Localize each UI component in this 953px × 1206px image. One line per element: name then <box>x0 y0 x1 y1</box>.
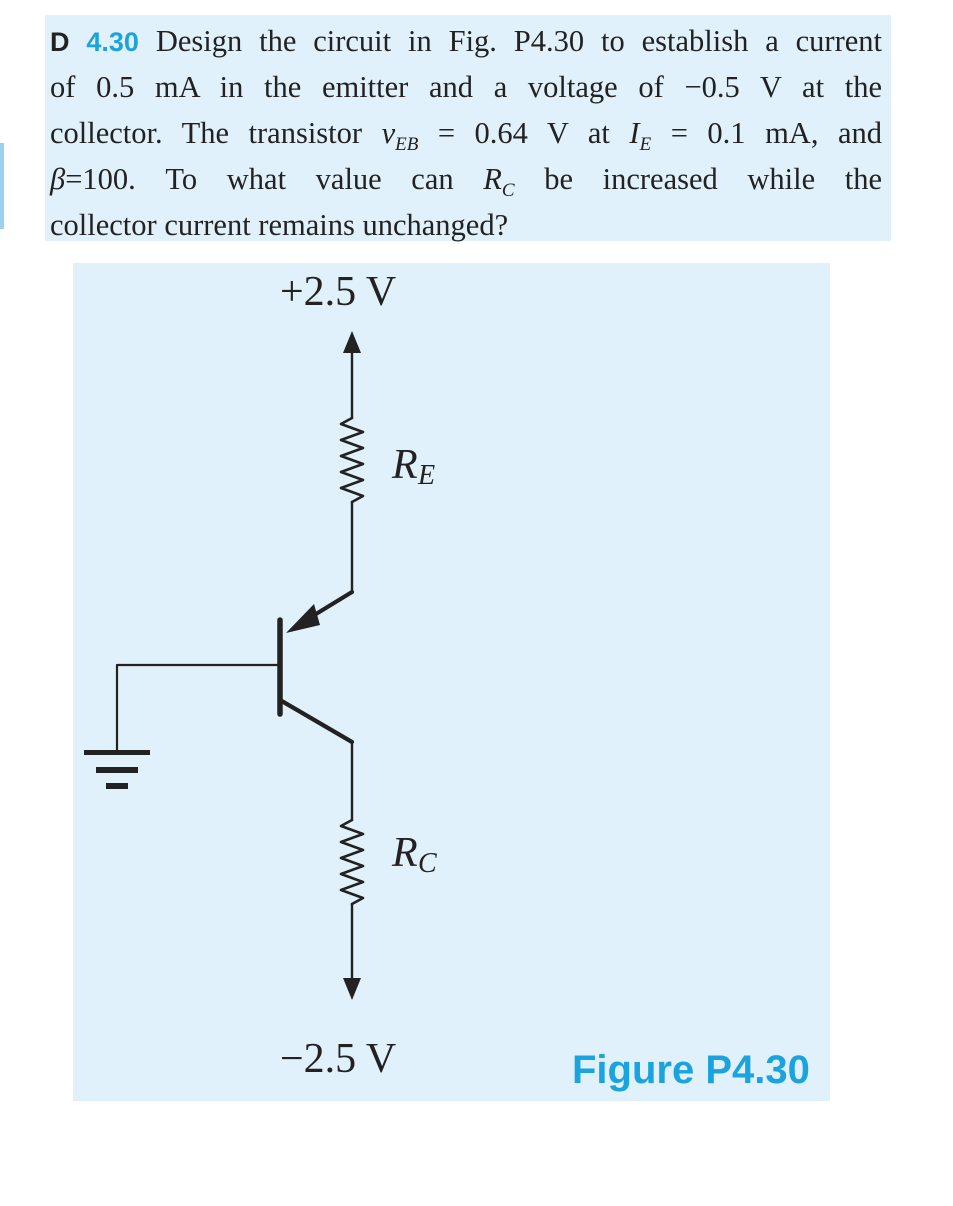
ground-bar-2 <box>96 767 138 773</box>
re-label-main: R <box>392 442 418 488</box>
vplus-label: +2.5 V <box>280 269 397 315</box>
problem-line-3-a: collector. The transistor <box>50 116 363 150</box>
problem-line-4-b: be increased while the <box>544 162 883 196</box>
vminus-label: −2.5 V <box>280 1036 397 1082</box>
problem-line-3-b: = 0.64 V at <box>437 116 610 150</box>
problem-label-d: D <box>50 27 70 57</box>
problem-line-2: of 0.5 mA in the emitter and a voltage of −0.5 V at the <box>50 70 882 104</box>
vminus-arrow-icon <box>343 978 361 1000</box>
rc-var: R <box>483 162 502 196</box>
ground-icon <box>84 750 150 789</box>
problem-line-5: collector current remains unchanged? <box>50 208 509 242</box>
emitter-arrow-icon <box>286 604 320 633</box>
problem-line-3-c: = 0.1 mA, and <box>670 116 883 150</box>
veb-subscript: EB <box>395 134 419 156</box>
collector-lead <box>280 700 352 742</box>
rc-label-sub: C <box>418 848 437 879</box>
veb-var: v <box>381 116 396 150</box>
rc-label-main: R <box>392 830 418 876</box>
base-ground-wire <box>117 665 280 750</box>
figure-caption: Figure P4.30 <box>572 1048 810 1092</box>
rc-subscript: C <box>501 180 515 202</box>
problem-number: 4.30 <box>86 27 139 57</box>
ie-var: I <box>629 116 640 150</box>
vplus-arrow-icon <box>343 331 361 353</box>
beta-var: β <box>50 162 66 196</box>
re-label-sub: E <box>418 460 436 491</box>
ground-bar-1 <box>84 750 150 755</box>
ie-subscript: E <box>639 134 652 156</box>
ground-bar-3 <box>106 783 128 789</box>
re-resistor <box>341 418 363 502</box>
problem-line-1-text: Design the circuit in Fig. P4.30 to establish a current <box>155 24 882 58</box>
problem-line-4-a: =100. To what value can <box>65 162 454 196</box>
rc-resistor <box>341 820 363 904</box>
